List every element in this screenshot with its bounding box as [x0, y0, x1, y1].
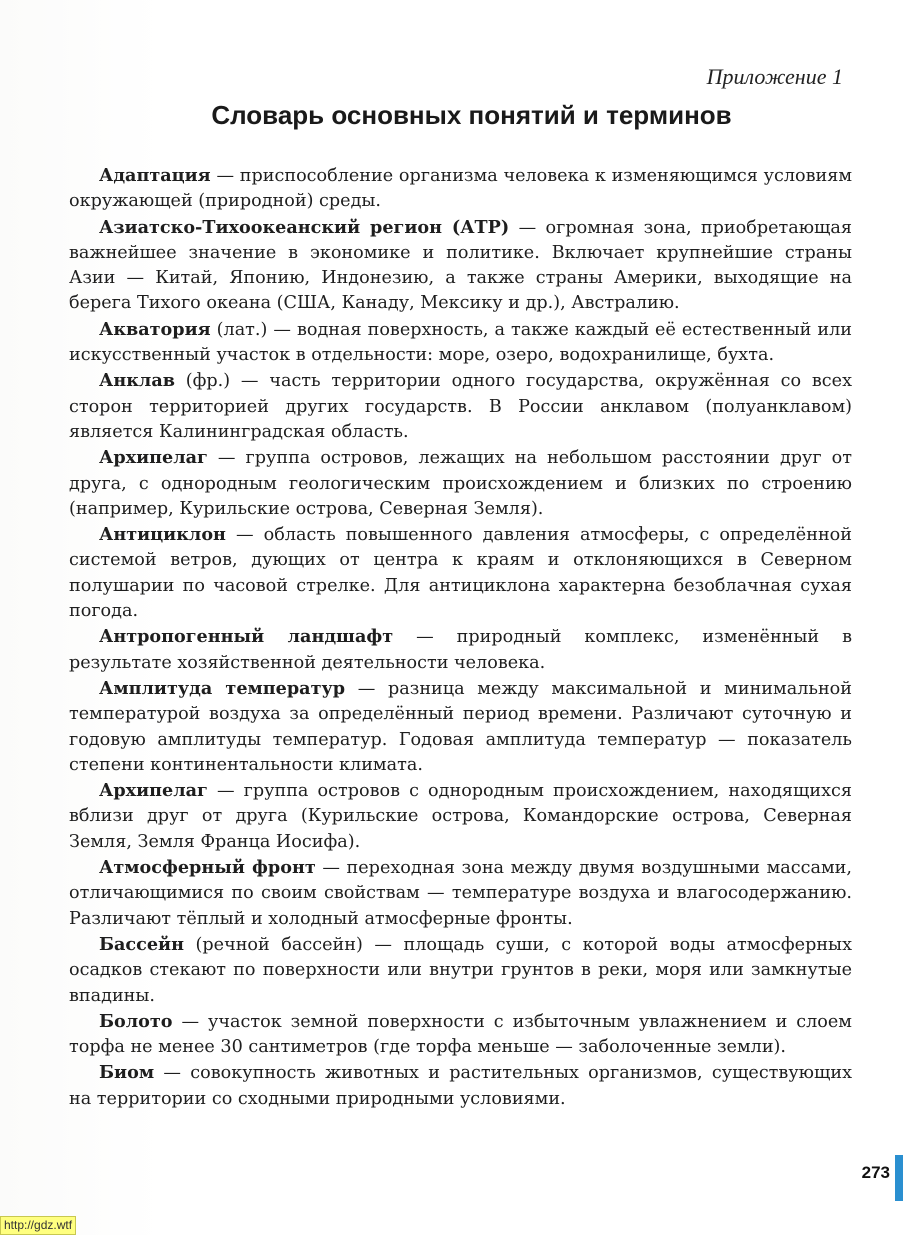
entry-term: Адаптация	[99, 165, 211, 186]
entry-definition: — участок земной поверхности с избыточным увлажнением и слоем торфа не менее 30 сантиметров (где торфа меньше — заболоченные земли).	[69, 1011, 852, 1058]
glossary-entry	[69, 317, 852, 369]
glossary-entry	[69, 215, 852, 317]
page-title: Словарь основных понятий и терминов	[211, 100, 732, 130]
entry-definition: — переходная зона между двумя воздушными массами, отличающимися по своим свойствам — температуре воздуха и влагосодержанию. Различают тёплый и холодный атмосферные фронты.	[69, 858, 852, 929]
entry-term: Болото	[99, 1010, 173, 1032]
entry-definition: (лат.) — водная поверхность, а также каждый её естественный или искусственный участок в отдельности: море, озеро, водохранилище, бухта.	[69, 319, 852, 366]
entry-definition: — область повышенного давления атмосферы, с определённой системой ветров, дующих от центра к краям и отклоняющихся в Северном полушарии по часовой стрелке. Для антициклона характерна безоблачная сухая погода.	[69, 525, 852, 622]
glossary-entry	[69, 445, 852, 522]
entry-term: Антропогенный ландшафт	[99, 626, 394, 648]
entry-term: Антициклон	[99, 524, 226, 546]
entry-term: Архипелаг	[99, 447, 208, 469]
glossary-entry	[69, 624, 852, 676]
glossary-entry	[69, 163, 852, 215]
glossary-entry	[69, 676, 852, 778]
entry-term: Архипелаг	[99, 780, 208, 802]
entry-definition: — группа островов с однородным происхождением, находящихся вблизи друг от друга (Курильские острова, Командорские острова, Северная Земля, Земля Франца Иосифа).	[69, 781, 852, 852]
entry-term: Атмосферный фронт	[99, 857, 316, 879]
entry-term: Биом	[99, 1062, 155, 1084]
entry-term: Акватория	[99, 318, 211, 340]
entry-definition: — природный комплекс, изменённый в результате хозяйственной деятельности человека.	[69, 627, 852, 673]
appendix-label: Приложение 1	[706, 64, 843, 89]
watermark-link[interactable]: http://gdz.wtf	[0, 1216, 76, 1235]
entry-term: Азиатско-Тихоокеанский регион (АТР)	[99, 216, 510, 238]
glossary-entry	[69, 1060, 852, 1112]
glossary-entry	[69, 778, 852, 855]
page-number: 273	[861, 1163, 890, 1182]
entry-definition: (фр.) — часть территории одного государства, окружённая со всех сторон территорией других государств. В России анклавом (полуанклавом) является Калининградская область.	[69, 371, 852, 442]
entry-definition: — разница между максимальной и минимальной температурой воздуха за определённый период времени. Различают суточную и годовую амплитуды температур. Годовая амплитуда температур — показатель степени континентальности климата.	[69, 678, 852, 775]
entry-definition: — группа островов, лежащих на небольшом расстоянии друг от друга, с однородным геологическим происхождением и близких по строению (например, Курильские острова, Северная Земля).	[69, 448, 852, 519]
entry-term: Амплитуда температур	[99, 677, 346, 699]
glossary-entry	[69, 1009, 852, 1061]
glossary-entry	[69, 855, 852, 932]
glossary-entry	[69, 932, 852, 1009]
entry-definition: — приспособление организма человека к изменяющимся условиям окружающей (природной) среды.	[69, 166, 852, 212]
entry-definition: (речной бассейн) — площадь суши, с которой воды атмосферных осадков стекают по поверхности или внутри грунтов в реки, моря или замкнутые впадины.	[69, 934, 852, 1006]
glossary-entry	[69, 522, 852, 624]
entry-term: Бассейн	[99, 933, 184, 955]
entry-definition: — совокупность животных и растительных организмов, существующих на территории со сходными природными условиями.	[69, 1063, 852, 1109]
glossary-entry	[69, 368, 852, 445]
page-edge-tab	[895, 1155, 903, 1201]
glossary-entries	[69, 163, 852, 1112]
entry-definition: — огромная зона, приобретающая важнейшее значение в экономике и политике. Включает крупнейшие страны Азии — Китай, Японию, Индонезию, а также страны Америки, выходящие на берега Тихого океана (США, Канаду, Мексику и др.), Австралию.	[69, 217, 852, 314]
entry-term: Анклав	[99, 370, 175, 392]
